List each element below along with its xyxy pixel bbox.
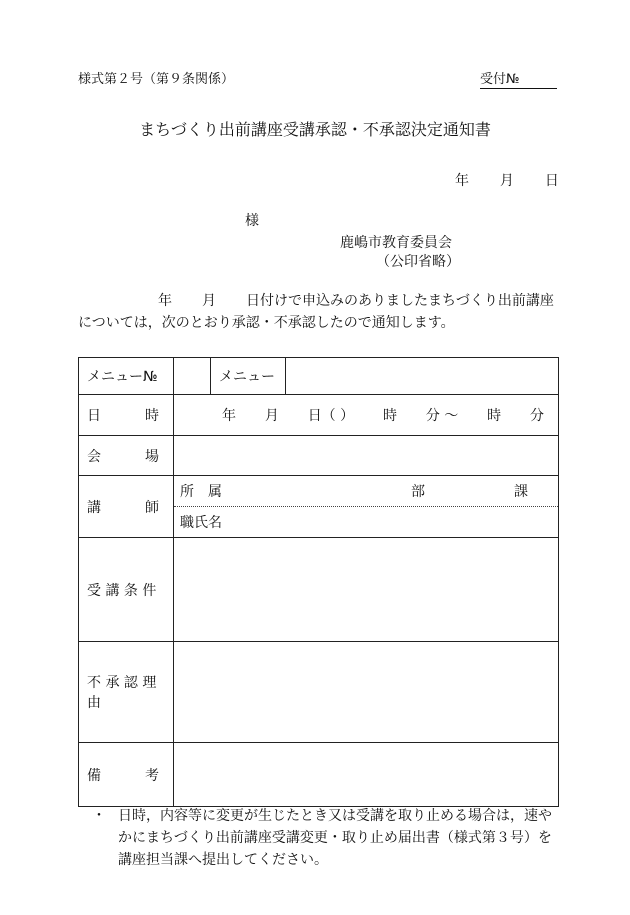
reason-label: 不 承 認 理 由 [79, 642, 174, 743]
menu-row [79, 358, 559, 395]
seal-note: （公印省略） [376, 254, 460, 270]
menu-cell[interactable] [286, 358, 559, 395]
remarks-label: 備 考 [79, 743, 174, 807]
venue-row [79, 436, 559, 476]
section-label: 課 [514, 484, 528, 500]
reason-cell[interactable] [174, 642, 559, 743]
document-title: まちづくり出前講座受講承認・不承認決定通知書 [139, 120, 491, 139]
datetime-label: 日 時 [79, 395, 174, 436]
remarks-row [79, 743, 559, 807]
form-number: 様式第２号（第９条関係） [78, 72, 235, 87]
affiliation-label: 所 属 [180, 484, 222, 500]
lecturer-label: 講 師 [79, 476, 174, 538]
date-day: 日 [544, 173, 559, 189]
date-year: 年 [455, 173, 469, 189]
note-bullet: ・ [92, 808, 106, 824]
body-month: 月 [202, 293, 216, 309]
receipt-number: 受付№ [480, 68, 557, 89]
notice-table [78, 357, 559, 807]
lecturer-row [79, 476, 559, 538]
lecturer-cell[interactable] [174, 476, 559, 538]
body-year: 年 [158, 293, 172, 309]
datetime-row [79, 395, 559, 436]
issue-date [455, 170, 559, 190]
department-label: 部 [411, 484, 425, 500]
addressee-suffix: 様 [245, 213, 259, 229]
remarks-cell[interactable] [174, 743, 559, 807]
conditions-row [79, 538, 559, 642]
date-month: 月 [499, 173, 514, 189]
menu-label: メニュー [211, 358, 286, 395]
datetime-cell[interactable]: 年 月 日（ ） 時 分 ～ 時 分 [174, 395, 559, 436]
conditions-label: 受 講 条 件 [79, 538, 174, 642]
body-text: 日付けで申込みのありましたまちづくり出前講座については，次のとおり承認・不承認したので通知します。 [78, 293, 554, 331]
change-notice [92, 805, 560, 871]
menu-no-cell[interactable] [174, 358, 211, 395]
reason-row [79, 642, 559, 743]
name-title-label: 職氏名 [180, 515, 222, 531]
menu-no-label: メニュー№ [79, 358, 174, 395]
venue-cell[interactable] [174, 436, 559, 476]
conditions-cell[interactable] [174, 538, 559, 642]
venue-label: 会 場 [79, 436, 174, 476]
notice-body [78, 290, 560, 334]
issuer-name: 鹿嶋市教育委員会 [340, 235, 452, 251]
note-text: 日時，内容等に変更が生じたとき又は受講を取り止める場合は，速やかにまちづくり出前講座受講変更・取り止め届出書（様式第３号）を講座担当課へ提出してください。 [118, 808, 552, 868]
